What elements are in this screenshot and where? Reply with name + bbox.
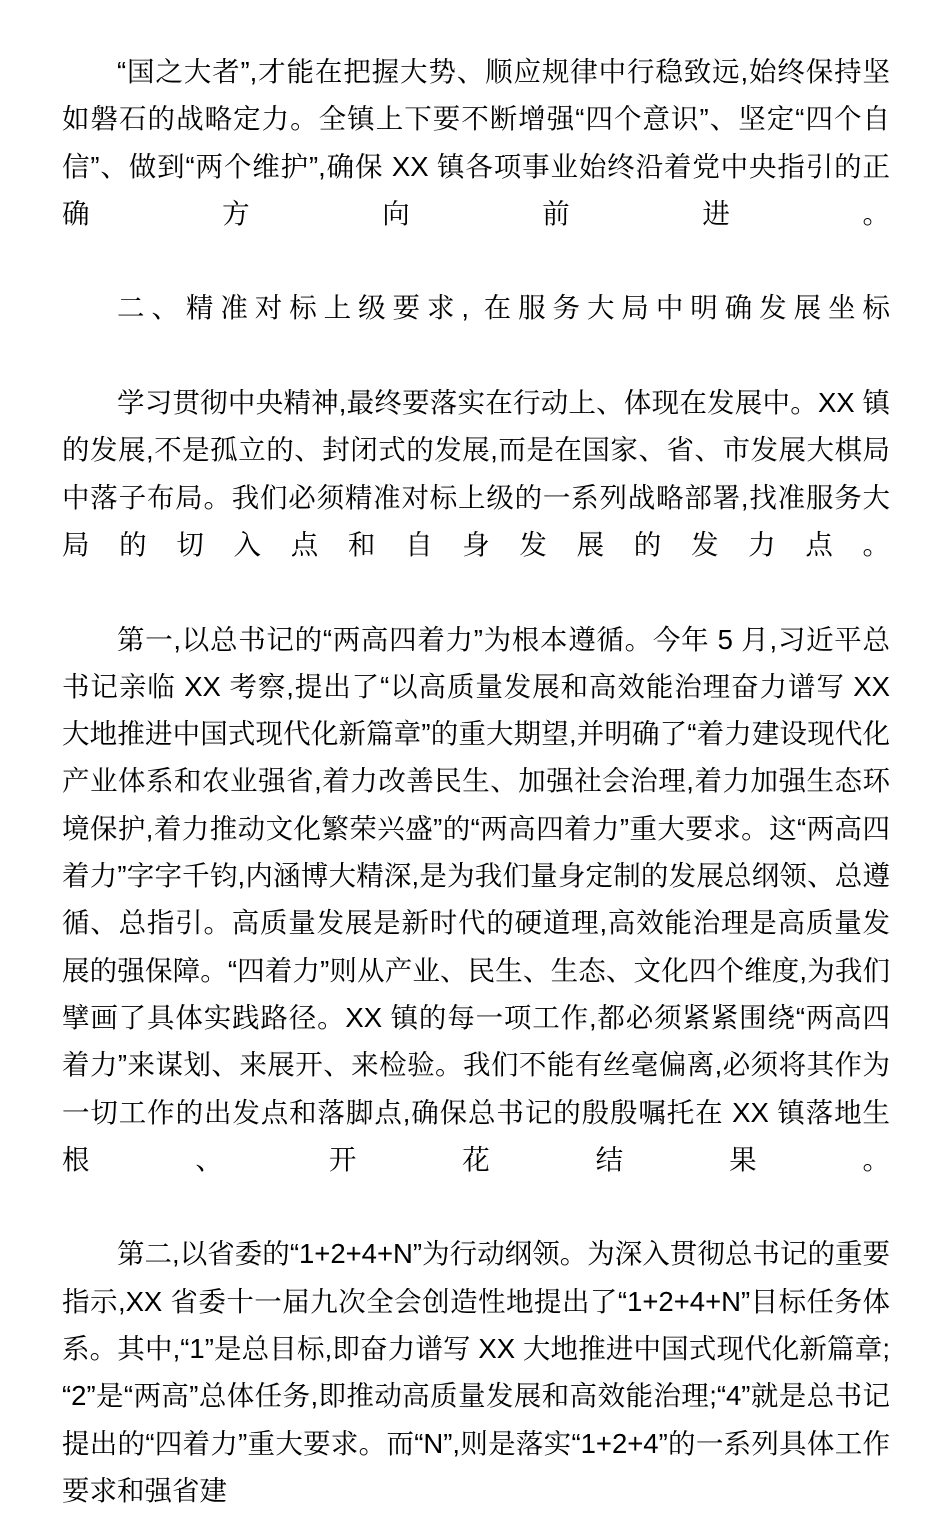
document-text-body [62,48,890,1514]
section-heading-two: 二、精准对标上级要求, 在服务大局中明确发展坐标 [117,292,890,324]
paragraph-point-two: 第二,以省委的“1+2+4+N”为行动纲领。为深入贯彻总书记的重要指示,XX 省委十一届九次全会创造性地提出了“1+2+4+N”目标任务体系。其中,“1”是总目标,即奋力谱写 XX 大地推进中国式现代化新篇章;“2”是“两高”总体任务,即推动高质量发展和高效能治理;“4”就是总书记提出的“四着力”重大要求。而“N”,则是落实“1+2+4”的一系列具体工作要求和强省建 [62,1238,890,1506]
paragraph-continuation: “国之大者”,才能在把握大势、顺应规律中行稳致远,始终保持坚如磐石的战略定力。全镇上下要不断增强“四个意识”、坚定“四个自信”、做到“两个维护”,确保 XX 镇各项事业始终沿着党中央指引的正确方向前进。 [62,56,891,229]
paragraph-point-one: 第一,以总书记的“两高四着力”为根本遵循。今年 5 月,习近平总书记亲临 XX 考察,提出了“以高质量发展和高效能治理奋力谱写 XX 大地推进中国式现代化新篇章”的重大期望,并明确了“着力建设现代化产业体系和农业强省,着力改善民生、加强社会治理,着力加强生态环境保护,着力推动文化繁荣兴盛”的“两高四着力”重大要求。这“两高四着力”字字千钧,内涵博大精深,是为我们量身定制的发展总纲领、总遵循、总指引。高质量发展是新时代的硬道理,高效能治理是高质量发展的强保障。“四着力”则从产业、民生、生态、文化四个维度,为我们擘画了具体实践路径。XX 镇的每一项工作,都必须紧紧围绕“两高四着力”来谋划、来展开、来检验。我们不能有丝毫偏离,必须将其作为一切工作的出发点和落脚点,确保总书记的殷殷嘱托在 XX 镇落地生根、开花结果。 [62,623,890,1175]
paragraph-section-two-intro: 学习贯彻中央精神,最终要落实在行动上、体现在发展中。XX 镇的发展,不是孤立的、封闭式的发展,而是在国家、省、市发展大棋局中落子布局。我们必须精准对标上级的一系列战略部署,找准服务大局的切入点和自身发展的发力点。 [62,387,890,560]
